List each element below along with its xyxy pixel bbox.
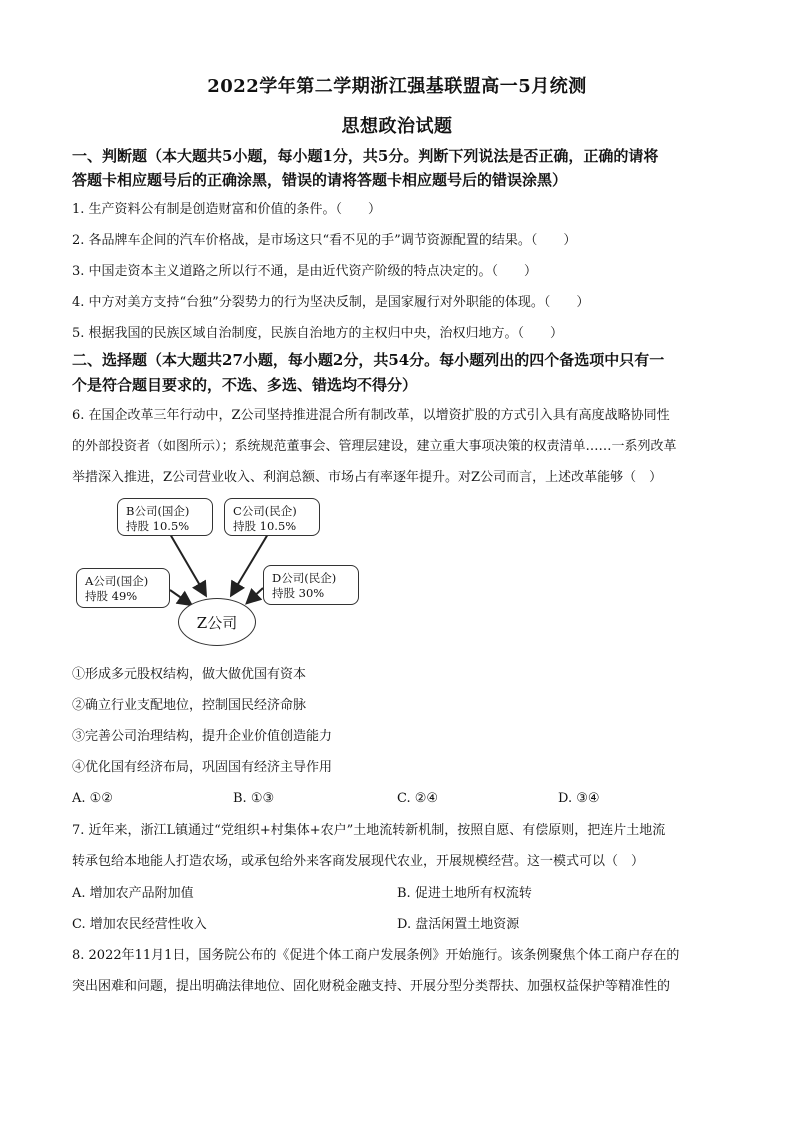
- q6-option-b: B. ①③: [233, 791, 275, 806]
- exam-title: 2022学年第二学期浙江强基联盟高一5月统测: [207, 76, 587, 97]
- section1-heading-line1: 一、判断题（本大题共5小题，每小题1分，共5分。判断下列说法是否正确，正确的请将: [72, 147, 659, 165]
- q7-option-b: B. 促进土地所有权流转: [397, 886, 532, 901]
- question-8-line1: 8. 2022年11月1日，国务院公布的《促进个体工商户发展条例》开始施行。该条例聚焦个体工商户存在的: [72, 948, 680, 963]
- question-5: 5. 根据我国的民族区域自治制度，民族自治地方的主权归中央，治权归地方。（ ）: [72, 326, 564, 341]
- question-6-line2: 的外部投资者（如图所示）；系统规范董事会、管理层建设，建立重大事项决策的权责清单……一系列改革: [72, 439, 677, 454]
- q7-option-a: A. 增加农产品附加值: [72, 886, 194, 901]
- company-d-box: [263, 565, 359, 605]
- question-8-line2: 突出困难和问题，提出明确法律地位、固化财税金融支持、开展分型分类帮扶、加强权益保护等精准性的: [72, 979, 671, 994]
- question-2: 2. 各品牌车企间的汽车价格战，是市场这只“看不见的手”调节资源配置的结果。（ ）: [72, 233, 577, 248]
- question-7-line2: 转承包给本地能人打造农场，或承包给外来客商发展现代农业，开展规模经营。这一模式可以（ ）: [72, 854, 645, 869]
- company-b-share: 持股 10.5%: [126, 519, 190, 533]
- section2-heading-line1: 二、选择题（本大题共27小题，每小题2分，共54分。每小题列出的四个备选项中只有一: [72, 351, 665, 369]
- company-z-circle: Z公司: [178, 598, 256, 646]
- arrow-d-to-z: [248, 588, 263, 602]
- q6-statement-1: ①形成多元股权结构，做大做优国有资本: [72, 667, 307, 682]
- company-d-name: D公司(民企): [272, 571, 337, 585]
- section1-heading-line2: 答题卡相应题号后的正确涂黑，错误的请将答题卡相应题号后的错误涂黑）: [72, 171, 568, 189]
- company-a-box: [76, 568, 170, 608]
- company-b-box: [117, 498, 213, 536]
- q6-statement-2: ②确立行业支配地位，控制国民经济命脉: [72, 698, 307, 713]
- company-c-name: C公司(民企): [233, 504, 297, 518]
- question-6-line1: 6. 在国企改革三年行动中，Z公司坚持推进混合所有制改革，以增资扩股的方式引入具有高度战略协同性: [72, 408, 670, 423]
- section2-heading-line2: 个是符合题目要求的，不选、多选、错选均不得分）: [72, 376, 418, 394]
- company-c-share: 持股 10.5%: [233, 519, 297, 533]
- q7-option-c: C. 增加农民经营性收入: [72, 917, 207, 932]
- q6-option-a: A. ①②: [72, 791, 113, 806]
- q6-statement-4: ④优化国有经济布局，巩固国有经济主导作用: [72, 760, 333, 775]
- question-6-line3: 举措深入推进，Z公司营业收入、利润总额、市场占有率逐年提升。对Z公司而言，上述改革能够（ ）: [72, 470, 663, 485]
- company-b-name: B公司(国企): [126, 504, 190, 518]
- question-7-line1: 7. 近年来，浙江L镇通过“党组织+村集体+农户”土地流转新机制，按照自愿、有偿原则，把连片土地流: [72, 823, 666, 838]
- company-a-share: 持股 49%: [85, 589, 138, 603]
- question-3: 3. 中国走资本主义道路之所以行不通，是由近代资产阶级的特点决定的。（ ）: [72, 264, 538, 279]
- exam-subtitle: 思想政治试题: [341, 116, 453, 137]
- question-1: 1. 生产资料公有制是创造财富和价值的条件。（ ）: [72, 202, 382, 217]
- q6-option-d: D. ③④: [558, 791, 600, 806]
- q6-option-c: C. ②④: [397, 791, 439, 806]
- arrow-a-to-z: [170, 590, 190, 604]
- arrow-b-to-z: [170, 534, 205, 594]
- company-a-name: A公司(国企): [85, 574, 149, 588]
- q7-option-d: D. 盘活闲置土地资源: [397, 917, 520, 932]
- company-c-box: [224, 498, 320, 536]
- question-4: 4. 中方对美方支持“台独”分裂势力的行为坚决反制，是国家履行对外职能的体现。（ ）: [72, 295, 590, 310]
- q6-statement-3: ③完善公司治理结构，提升企业价值创造能力: [72, 729, 333, 744]
- company-d-share: 持股 30%: [272, 586, 325, 600]
